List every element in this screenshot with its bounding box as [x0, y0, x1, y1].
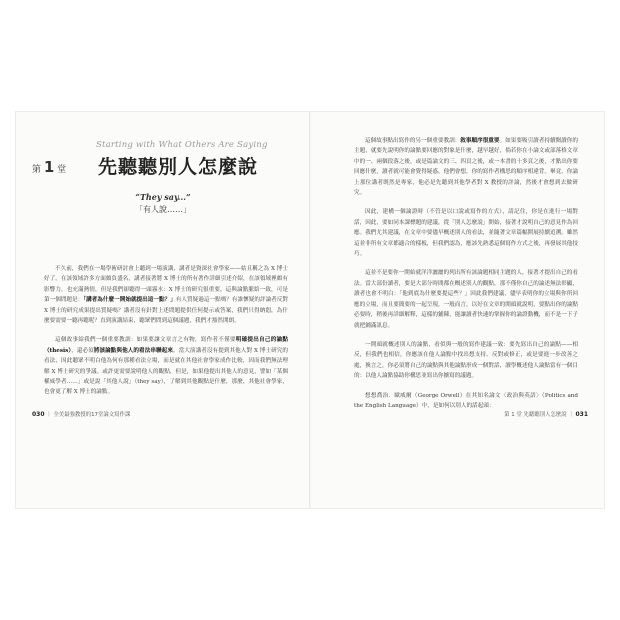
- chapter-subtitle-en: Starting with What Others Are Saying: [96, 140, 268, 150]
- paragraph: 想想喬治．歐威爾（George Orwell）在其知名論文〈政治與英語〉（Politics and the English Language）中，是如何以別人的話起頭：: [354, 392, 578, 409]
- paragraph: 這個故事給我們一個重要教訓：如果要讓文章言之有物，寫作者不僅要明確提出自己的論點（thesis），還必須將該論點與他人的看法串聯起來。當大演講者沒有提到其他人對 X 博士研究的看法，因此聽眾不明白他為何有那種看法立場，而是就在其他社會學家成作比較，因而我們無法理解 X 博士研究的爭議。或許更需要說明他人的觀點，但是，如果他提出其他人的意見，譬如「某個權威學者……」或是說「其他人說」（they say），了解到其他觀點是什麼，那麼，其他社會學家，也會更了解 X 博士的論點。: [44, 337, 288, 396]
- paragraph: 這個故事點出寫作的另一個重要教訓：敘事順序很重要。如果要吸引讀者持續閱讀你的主題，就要先說明你的論點要回應的對象是什麼，越早越好，倘若你在小論文或部落格文章中的一、兩個段落之後，或是篇論文的三、四頁之後，或一本書的十多頁之後，才點出你要回應什麼，讀者就可能會覺得疑惑，他們會想，你的寫作者構思的順序相違背。畢竟，你論上那位講者既然是專家，他必是先聽到其他學者對 X 教授的評論，然後才會想到去做研究。: [354, 138, 578, 197]
- left-footer: [32, 410, 130, 418]
- paragraph: 一開頭就概述別人的論點，看似與一般的寫作建議一致：要先寫出自己的論點——相反，但我們也相信，你應該在他人論點中找出想支持、反對或修正，或是要進一步改善之處，換言之，你必須將自己的論點與其他論點形成一個對話，讀學概述他人論點當有一個目的：以他人論點協助你構思並寫出你擴寫的議題。: [354, 341, 578, 380]
- running-head-chapter: 第 1 堂: [504, 412, 522, 418]
- chapter-number: [32, 158, 66, 176]
- epigraph-zh: 「有人說……」: [135, 205, 191, 214]
- paragraph: 因此，建構一個論證時（不管是以口說或寫作的方式），請記住，你是在進行一場對話，因此，要如同本課標題的建議，從「別人怎麼說」開始，接著才說明自己的意見作為回應。我們尤其建議，在文章中要儘早概述別人的看法，並隨著文章篇幅開展持續追溯。雖然這並非所有文章都適合的樣板，但我們認為，應該先熟悉這個寫作方式之後，再發展其他技巧。: [354, 209, 578, 258]
- chapter-label-pre: 第: [32, 165, 42, 175]
- running-head: 先聽聽別人怎麼說: [523, 412, 567, 418]
- chapter-number-digit: 1: [43, 158, 55, 176]
- page-number: 030: [32, 411, 45, 418]
- separator: ｜: [568, 412, 574, 418]
- left-body-text: [44, 264, 288, 407]
- right-body-text: [354, 136, 578, 420]
- epigraph-en: “They say...”: [135, 192, 191, 202]
- right-page: [310, 112, 604, 508]
- book-spread: [16, 112, 604, 508]
- chapter-title: 先聽聽別人怎麼說: [98, 156, 259, 178]
- paragraph: 不久前，我們在一場學術研討會上聽到一場演講，講者是資深社會學家——姑且稱之為 X 博士好了。在該領域許多方面頗負盛名，講者接著將 X 博士的所有著作詳細引述介紹，在該領域裡頗有影響力，也充滿熱情，但是我們卻聽得一頭霧水：X 博士的研究很重要，這與論點脈絡一致，可是第一個問題是：「講者為什麼一開始就提出這一點？」有人質疑過這一點嗎？有誰懷疑的評論者反對 X 博士的研究成果提出質疑嗎？講者沒有針對上述問題提供任何提示或答案，我們只得納悶，為什麼要需要一聽再聽呢？直到演講結束，聽眾們問到這個議題，我們才豁然開朗。: [44, 266, 288, 325]
- chapter-label-post: 堂: [57, 165, 67, 175]
- page-number: 031: [575, 411, 588, 418]
- left-page: [16, 112, 310, 508]
- right-footer: [504, 410, 588, 418]
- paragraph: 這並不是要你一開始就洋洋灑灑的列出所有該論題相同主題的人，接著才提出自己的看法。當大部份讀者，要是大部分時間都在概述別人的觀點，那不僅你自己的論述無法彰顯，讀者也會不明白：「他到底為什麼要提這些？」因此我們建議，儘早表明你的立場與你所回應的立場，而且要簡要的一起呈現，一般而言，以好在文章的開頭就說明，要點出你的論點必要時，稍後再詳細解釋，這樣的鋪陳，能讓讀者快速的掌握你的論證動機，而不是一下子就把鋪滿訊息。: [354, 270, 578, 329]
- running-head: ｜ 全美最強教授的17堂論文寫作課: [46, 412, 131, 418]
